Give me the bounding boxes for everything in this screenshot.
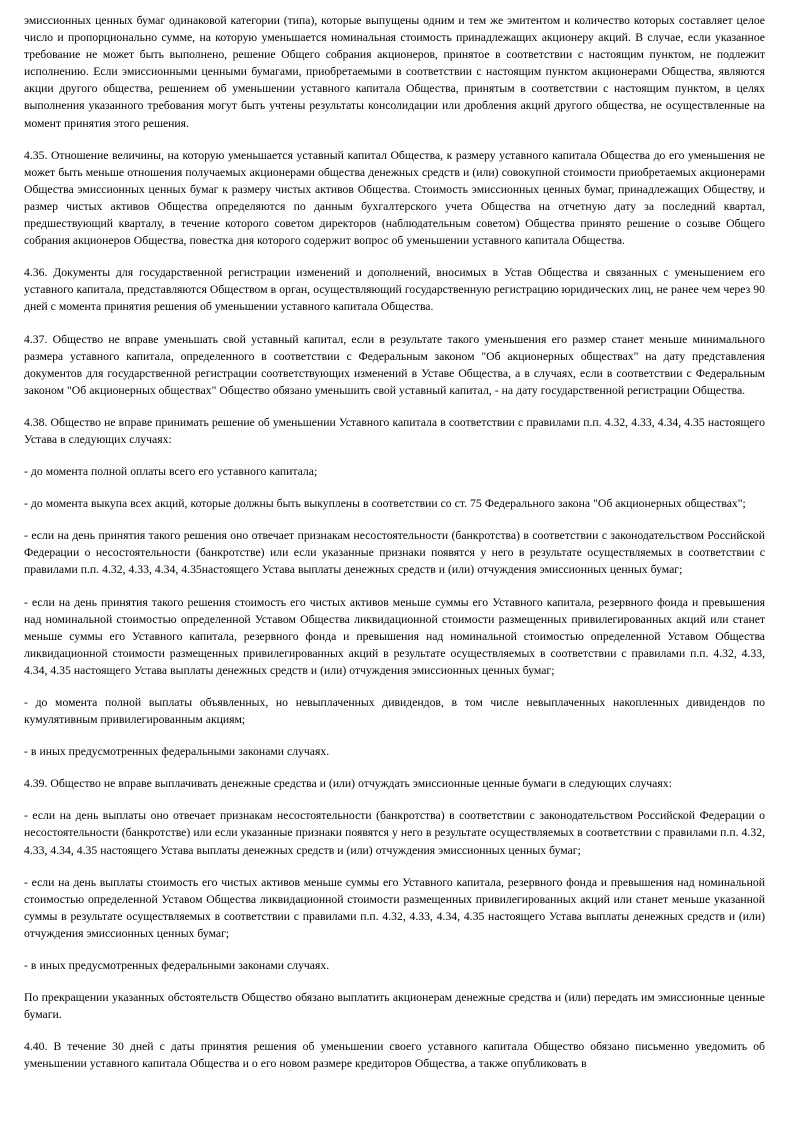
paragraph-closing-note: По прекращении указанных обстоятельств Общество обязано выплатить акционерам денежные средства и (или) передать им эмиссионные ценные бумаги. xyxy=(24,991,765,1022)
paragraph-clause-4-38-bullet-3: - если на день принятия такого решения оно отвечает признакам несостоятельности (банкротства) в соответствии с законодательством Российской Федерации о несостоятельности (банкротстве) или если указанные признаки появятся у него в результате осуществляемых в соответствии с правилами п.п. 4.32, 4.33, 4.34, 4.35настоящего Устава выплаты денежных средств и (или) отчуждения эмиссионных ценных бумаг; xyxy=(24,529,765,577)
paragraph-clause-4-39: 4.39. Общество не вправе выплачивать денежные средства и (или) отчуждать эмиссионные ценные бумаги в следующих случаях: xyxy=(24,777,672,791)
paragraph-clause-4-38-bullet-5: - до момента полной выплаты объявленных, но невыплаченных дивидендов, в том числе невыплаченных накопленных дивидендов по кумулятивным привилегированным акциям; xyxy=(24,696,765,727)
paragraph-clause-4-39-bullet-2: - если на день выплаты стоимость его чистых активов меньше суммы его Уставного капитала, резервного фонда и превышения над номинальной стоимостью определенной Уставом Общества ликвидационной стоимости размещенных привилегированных акций или станет меньше указанной суммы в результате осуществляемых в соответствии с правилами п.п. 4.32, 4.33, 4.34, 4.35 настоящего Устава выплаты денежных средств и (или) отчуждения эмиссионных ценных бумаг; xyxy=(24,875,765,940)
paragraph-clause-4-39-bullet-3: - в иных предусмотренных федеральными законами случаях. xyxy=(24,959,330,973)
paragraph-clause-4-38-bullet-4: - если на день принятия такого решения стоимость его чистых активов меньше суммы его Уставного капитала, резервного фонда и превышения над номинальной стоимостью определенной Уставом Общества ликвидационной стоимости размещенных привилегированных акций или станет меньше суммы его Уставного капитала, резервного фонда и превышения над номинальной стоимостью определенной Уставом Общества ликвидационной стоимости размещенных привилегированных акций в результате осуществляемых в соответствии с правилами п.п. 4.32, 4.33, 4.34, 4.35 настоящего Устава выплаты денежных средств и (или) отчуждения эмиссионных ценных бумаг; xyxy=(24,595,765,677)
paragraph-clause-4-38-bullet-6: - в иных предусмотренных федеральными законами случаях. xyxy=(24,745,330,759)
paragraph-clause-4-38-bullet-2: - до момента выкупа всех акций, которые должны быть выкуплены в соответствии со ст. 75 Федерального закона "Об акционерных обществах"; xyxy=(24,497,746,511)
paragraph-clause-4-38: 4.38. Общество не вправе принимать решение об уменьшении Уставного капитала в соответствии с правилами п.п. 4.32, 4.33, 4.34, 4.35 настоящего Устава в следующих случаях: xyxy=(24,415,765,446)
paragraph-clause-4-35: 4.35. Отношение величины, на которую уменьшается уставный капитал Общества, к размеру уставного капитала Общества до его уменьшения не может быть меньше отношения получаемых акционерами общества денежных средств и (или) совокупной стоимости приобретаемых акционерами Общества эмиссионных ценных бумаг к размеру чистых активов Общества. Стоимость эмиссионных ценных бумаг, принадлежащих Обществу, и размер чистых активов Общества определяются по данным бухгалтерского учета Общества на отчетную дату за последний квартал, предшествующий кварталу, в течение которого советом директоров (наблюдательным советом) Общества принято решение о созыве Общего собрания акционеров Общества, повестка дня которого содержит вопрос об уменьшении уставного капитала Общества. xyxy=(24,148,765,248)
paragraph-clause-4-38-bullet-1: - до момента полной оплаты всего его уставного капитала; xyxy=(24,465,318,479)
paragraph-continuation-434: эмиссионных ценных бумаг одинаковой категории (типа), которые выпущены одним и тем же эмитентом и количество которых составляет целое число и пропорционально сумме, на которую уменьшается номинальная стоимость принадлежащих акционеру акций. В случае, если указанное требование не может быть выполнено, решение Общего собрания акционеров, принятое в соответствии с настоящим пунктом, не подлежит исполнению. Если эмиссионными ценными бумагами, приобретаемыми в соответствии с настоящим пунктом акционерами Общества, являются акции другого общества, решением об уменьшении уставного капитала Общества, принятым в соответствии с настоящим пунктом, в целях выполнения указанного требования могут быть учтены результаты консолидации или дробления акций другого общества, не осуществленные на момент принятия этого решения. xyxy=(24,14,765,130)
paragraph-clause-4-36: 4.36. Документы для государственной регистрации изменений и дополнений, вносимых в Устав Общества и связанных с уменьшением его уставного капитала, представляются Обществом в орган, осуществляющий государственную регистрацию юридических лиц, не ранее чем через 90 дней с момента принятия решения об уменьшении уставного капитала Общества. xyxy=(24,266,765,314)
paragraph-clause-4-40: 4.40. В течение 30 дней с даты принятия решения об уменьшении своего уставного капитала Общество обязано письменно уведомить об уменьшении уставного капитала Общества и о его новом размере кредиторов Общества, а также опубликовать в xyxy=(24,1040,765,1071)
paragraph-clause-4-39-bullet-1: - если на день выплаты оно отвечает признакам несостоятельности (банкротства) в соответствии с законодательством Российской Федерации о несостоятельности (банкротстве) или если указанные признаки появятся у него в результате осуществляемых в соответствии с правилами п.п. 4.32, 4.33, 4.34, 4.35 настоящего Устава выплаты денежных средств и (или) отчуждения эмиссионных ценных бумаг; xyxy=(24,809,765,857)
paragraph-clause-4-37: 4.37. Общество не вправе уменьшать свой уставный капитал, если в результате такого уменьшения его размер станет меньше минимального размера уставного капитала, определенного в соответствии с Федеральным законом "Об акционерных обществах" на дату представления документов для государственной регистрации соответствующих изменений в Уставе Общества, а в случаях, если в соответствии с Федеральным законом "Об акционерных обществах" Общество обязано уменьшить свой уставный капитал, - на дату государственной регистрации Общества. xyxy=(24,332,765,397)
document-text-body xyxy=(24,12,765,1073)
